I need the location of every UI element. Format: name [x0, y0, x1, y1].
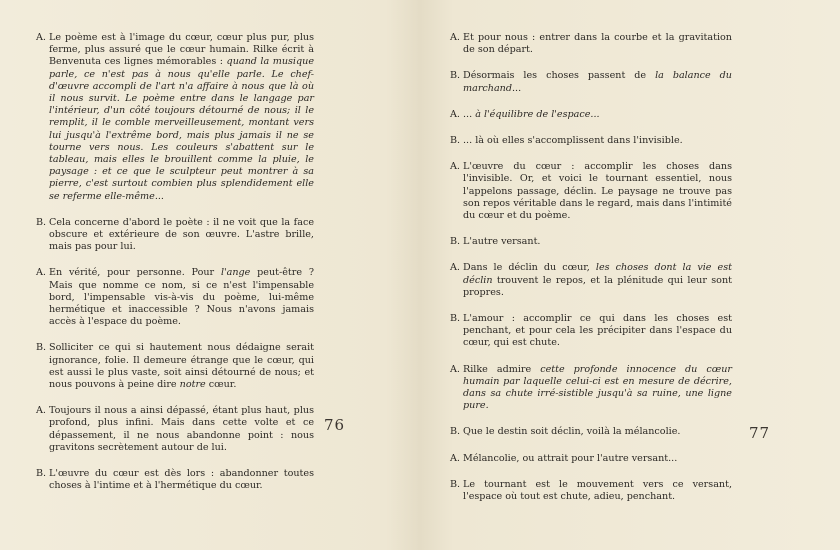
speaker-label: A. — [450, 262, 460, 274]
dialogue-text — [49, 32, 314, 203]
dialogue-text — [463, 32, 732, 56]
text-segment: Le poème est à l'image du cœur, cœur plus pur, plus ferme, plus assuré que le cœur humain. Rilke écrit à Benvenuta ces lignes mémorables : — [49, 32, 314, 68]
dialogue-entry — [450, 453, 732, 465]
dialogue-entry — [450, 313, 732, 350]
speaker-label: B. — [36, 216, 47, 228]
dialogue-entry — [450, 161, 732, 222]
dialogue-text — [463, 479, 732, 503]
dialogue-entry — [450, 479, 732, 503]
text-segment: trouvent le repos, et la plénitude qui leur sont propres. — [463, 274, 732, 298]
text-segment: Désormais les choses passent de — [463, 70, 656, 82]
text-segment: Le tournant est le mouvement vers ce versant, l'espace où tout est chute, adieu, penchant. — [463, 478, 732, 503]
text-segment: Rilke admire — [463, 363, 541, 375]
text-segment: ... là où elles s'accomplissent dans l'invisible. — [463, 135, 683, 147]
dialogue-entry — [450, 109, 732, 121]
dialogue-text — [49, 217, 314, 254]
text-segment: L'œuvre du cœur : accomplir les choses dans l'invisible. Or, et voici le tournant essentiel, nous l'appelons passage, déclin. Le paysage ne trouve pas son repos véritable dans le regard, mais dans l'intimité du cœur et du poème. — [463, 161, 732, 222]
dialogue-text — [463, 236, 732, 248]
dialogue-entry — [450, 135, 732, 147]
speaker-label: B. — [36, 342, 47, 354]
dialogue-entry — [450, 364, 732, 413]
speaker-label: B. — [450, 478, 461, 490]
speaker-label: B. — [450, 313, 461, 325]
right-page — [420, 0, 840, 550]
dialogue-text — [49, 468, 314, 492]
dialogue-text — [463, 109, 732, 121]
dialogue-text — [49, 267, 314, 328]
speaker-label: B. — [450, 70, 461, 82]
speaker-label: B. — [450, 426, 461, 438]
text-segment: Cela concerne d'abord le poète : il ne voit que la face obscure et extérieure de son œuvre. L'astre brille, mais pas pour lui. — [49, 216, 314, 253]
dialogue-text — [49, 342, 314, 391]
page-number-right: 77 — [749, 424, 771, 442]
text-segment: Solliciter ce qui si hautement nous dédaigne serait ignorance, folie. Il demeure étrange que le cœur, qui est aussi le plus vaste, soit ainsi détourné de nous; et nous pouvons à peine dire — [49, 342, 314, 391]
italic-quote: à l'équilibre de l'espace... — [475, 108, 600, 120]
speaker-label: A. — [36, 267, 46, 279]
dialogue-entry — [36, 468, 314, 492]
speaker-label: A. — [450, 32, 460, 43]
text-segment: Mélancolie, ou attrait pour l'autre versant... — [463, 452, 678, 464]
text-segment: Dans le déclin du cœur, — [463, 262, 596, 274]
dialogue-entry — [36, 267, 314, 328]
right-page-text — [450, 32, 732, 517]
dialogue-text — [49, 405, 314, 454]
italic-quote: notre — [179, 379, 206, 391]
text-segment: cœur. — [205, 379, 237, 391]
page-number-left: 76 — [324, 416, 346, 434]
text-segment: peut-être ? Mais que nomme ce nom, si ce n'est l'impensable bord, l'impensable vis-à-vis du poème, lui-même hermétique et inaccessible ? Nous n'avons jamais accès à l'espace du poème. — [49, 267, 314, 328]
dialogue-text — [463, 70, 732, 94]
dialogue-text — [463, 135, 732, 147]
speaker-label: A. — [450, 452, 460, 464]
text-segment: En vérité, pour personne. Pour — [49, 267, 221, 279]
speaker-label: A. — [36, 32, 46, 43]
dialogue-entry — [36, 217, 314, 254]
text-segment: L'œuvre du cœur est dès lors : abandonner toutes choses à l'intime et à l'hermétique du cœur. — [49, 468, 314, 492]
dialogue-text — [463, 313, 732, 350]
dialogue-text — [463, 161, 732, 222]
text-segment: L'autre versant. — [463, 236, 541, 248]
dialogue-text — [463, 426, 732, 438]
speaker-label: B. — [36, 468, 47, 480]
italic-quote: quand la musique parle, ce n'est pas à nous qu'elle parle. Le chef-d'œuvre accompli de l'art n'a affaire à nous que là où il nous survit. Le poème entre dans le langage par l'intérieur, d'un côté toujours détourné de nous; il le remplit, il le comble merveilleusement, montant vers lui jusqu'à l'extrême bord, mais plus jamais il ne se tourne vers nous. Les couleurs s'abattent sur le tableau, mais elles le brouillent comme la pluie, le paysage : et ce que le sculpteur peut montrer à sa pierre, c'est surtout combien plus splendidement elle se referme elle-même... — [49, 56, 314, 202]
dialogue-entry — [450, 236, 732, 248]
dialogue-entry — [36, 342, 314, 391]
text-segment: ... — [463, 108, 476, 120]
speaker-label: A. — [450, 108, 460, 120]
dialogue-entry — [450, 70, 732, 94]
left-page-text — [36, 32, 314, 507]
speaker-label: A. — [36, 405, 46, 417]
italic-quote: cette profonde innocence du cœur humain par laquelle celui-ci est en mesure de décrire, dans sa chute irré-sistible jusqu'à sa ruine, une ligne pure. — [463, 363, 732, 412]
dialogue-entry — [450, 262, 732, 299]
dialogue-text — [463, 453, 732, 465]
text-segment: L'amour : accomplir ce qui dans les choses est penchant, et pour cela les précipiter dans l'espace du cœur, qui est chute. — [463, 313, 732, 349]
dialogue-entry — [36, 405, 314, 454]
dialogue-entry — [36, 32, 314, 203]
speaker-label: B. — [450, 236, 461, 248]
dialogue-text — [463, 364, 732, 413]
dialogue-entry — [450, 426, 732, 438]
speaker-label: A. — [450, 161, 460, 173]
text-segment: Et pour nous : entrer dans la courbe et la gravitation de son départ. — [463, 32, 732, 56]
italic-quote: les choses dont la vie est déclin — [463, 262, 732, 286]
dialogue-text — [463, 262, 732, 299]
dialogue-entry — [450, 32, 732, 56]
italic-quote: l'ange — [220, 267, 251, 279]
speaker-label: B. — [450, 135, 461, 147]
text-segment: Que le destin soit déclin, voilà la mélancolie. — [463, 426, 681, 438]
text-segment: Toujours il nous a ainsi dépassé, étant plus haut, plus profond, plus infini. Mais dans cette volte et ce dépassement, il ne nous abandonne point : nous gravitons secrètement autour de lui. — [49, 405, 314, 453]
speaker-label: A. — [450, 363, 460, 375]
italic-quote: la balance du marchand... — [463, 70, 732, 94]
